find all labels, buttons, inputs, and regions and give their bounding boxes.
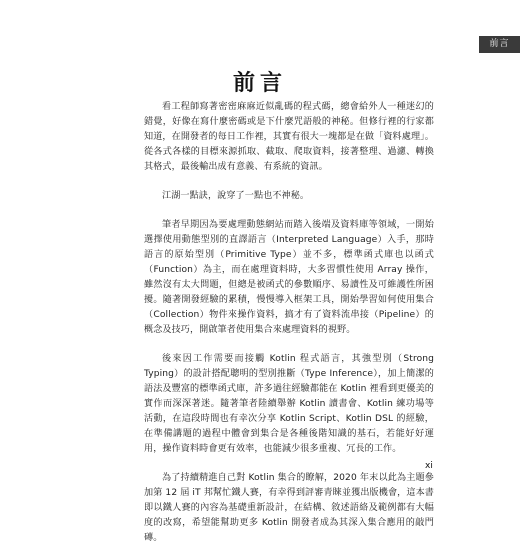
paragraph: 後來因工作需要而接觸 Kotlin 程式語言，其強型別（Strong Typing）的設計搭配聰明的型別推斷（Type Inference），加上簡潔的語法及豐富的標準函式庫，許多過往經驗都能在 Kotlin 裡看到更優美的實作而深深著迷。隨著筆者陸續舉辦 Kotlin 讀書會、Kotlin 練功場等活動，在這段時間也有幸次分享 Kotlin Script、Kotlin DSL 的經驗，在準備講題的過程中體會到集合是各種後階知識的基石，若能好好運用，操作資料時會更有效率，也能減少很多重複、冗長的工作。	[144, 354, 434, 454]
body-text	[144, 100, 434, 560]
paragraph: 江湖一點訣，說穿了一點也不神秘。	[162, 191, 310, 201]
paragraph: 為了持續精進自己對 Kotlin 集合的瞭解，2020 年末以此為主題參加第 12 屆 iT 邦幫忙鐵人賽，有幸得到評審青睞並獲出版機會，這本書即以鐵人賽的內容為基礎重新設計，在結構、敘述語絡及範例都有大幅度的改寫，希望能幫助更多 Kotlin 開發者成為其深入集合應用的敲門磚。	[144, 473, 434, 543]
paragraph: 看工程師寫著密密麻麻近似亂碼的程式碼，總會給外人一種迷幻的錯覺，好像在寫什麼密碼或是下什麼咒語般的神秘。但修行裡的行家都知道，在開發者的每日工作裡，其實有很大一塊都是在做「資料處理」。從各式各樣的目標來源抓取、截取、爬取資料，接著整理、過濾、轉換其格式，最後輸出成有意義、有系統的資訊。	[144, 102, 434, 172]
paragraph: 筆者早期因為要處理動態網站而踏入後端及資料庫等領域，一開始選擇使用動態型別的直譯語言（Interpreted Language）入手，那時語言的原始型別（Primitive Type）並不多，標準函式庫也以函式（Function）為主，而在處理資料時，大多習慣性使用 Array 操作，雖然沒有太大問題，但總是被函式的參數順序、易讀性及可維護性所困擾。隨著開發經驗的累積，慢慢導入框架工具，開始學習如何使用集合（Collection）物件來操作資料，搞才有了資料流串接（Pipeline）的概念及技巧，開啟筆者使用集合來處理資料的視野。	[144, 220, 434, 335]
section-tab: 前言	[479, 36, 520, 53]
page-title: 前言	[232, 71, 287, 96]
page-number: xi	[425, 461, 433, 471]
